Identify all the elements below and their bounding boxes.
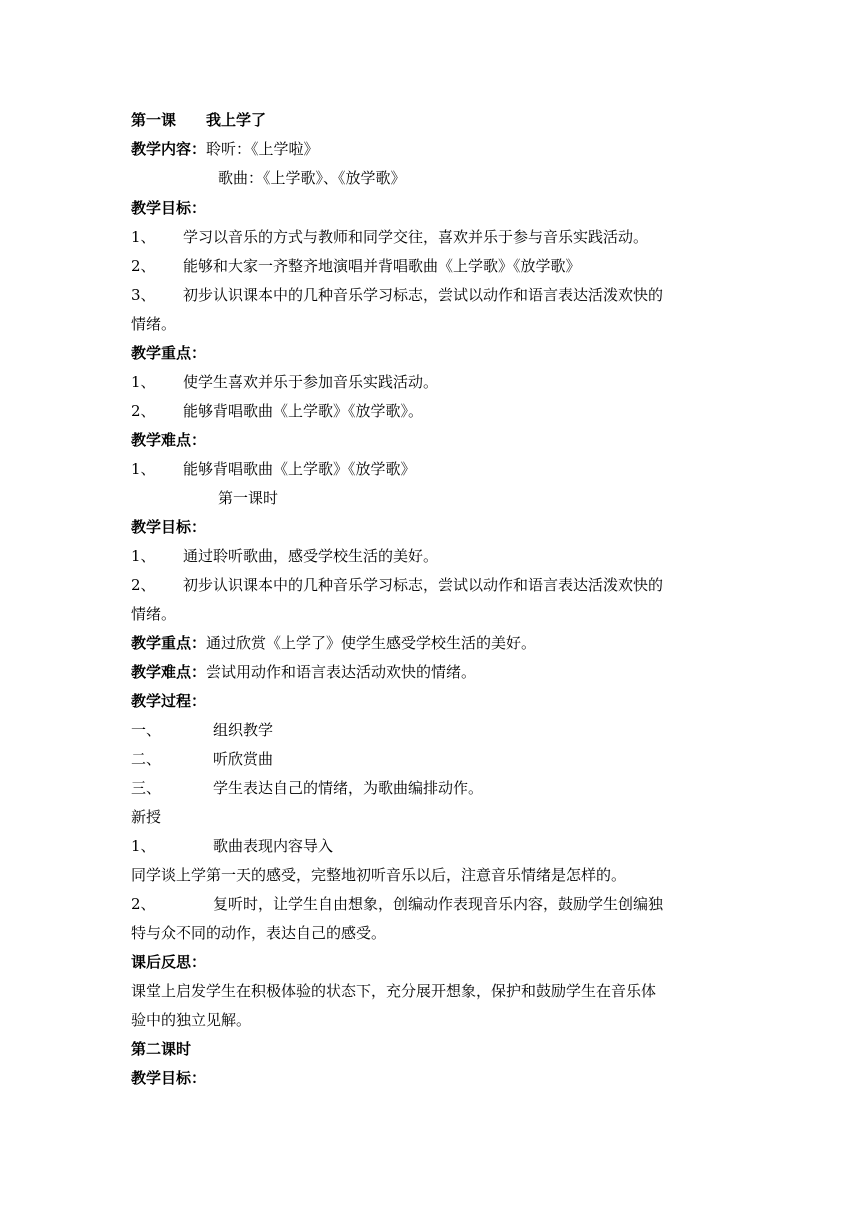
goal-num: 2、 — [131, 257, 156, 275]
lesson-number: 第一课 — [131, 111, 177, 129]
key-point-2 — [131, 401, 423, 421]
period1-diff-text: 尝试用动作和语言表达活动欢快的情绪。 — [206, 663, 477, 681]
new-lesson-label: 新授 — [131, 808, 162, 826]
period2-goals-label: 教学目标： — [131, 1069, 207, 1087]
goal-text: 初步认识课本中的几种音乐学习标志，尝试以动作和语言表达活泼欢快的 — [183, 286, 664, 304]
period2-title: 第二课时 — [131, 1040, 192, 1058]
period1-key-text: 通过欣赏《上学了》使学生感受学校生活的美好。 — [206, 634, 537, 652]
step-text: 歌曲表现内容导入 — [213, 837, 334, 855]
goal-num: 2、 — [131, 576, 156, 594]
period1-goal-2 — [131, 575, 663, 595]
goal-item-3 — [131, 285, 663, 305]
process-item-2 — [131, 749, 273, 769]
reflection-label: 课后反思： — [131, 953, 207, 971]
goal-item-1 — [131, 227, 648, 247]
step-2-cont: 特与众不同的动作，表达自己的感受。 — [131, 924, 387, 942]
difficulty-1 — [131, 459, 416, 479]
goal-text: 学习以音乐的方式与教师和同学交往，喜欢并乐于参与音乐实践活动。 — [183, 228, 649, 246]
content-label: 教学内容： — [131, 140, 207, 158]
reflection-line-2: 验中的独立见解。 — [131, 1011, 252, 1029]
period1-goals-label: 教学目标： — [131, 518, 207, 536]
step-text: 复听时，让学生自由想象，创编动作表现音乐内容，鼓励学生创编独 — [213, 895, 664, 913]
step-2 — [131, 894, 663, 914]
content-songs: 歌曲：《上学歌》、《放学歌》 — [218, 169, 406, 187]
goal-num: 1、 — [131, 547, 156, 565]
diff-text: 能够背唱歌曲《上学歌》《放学歌》 — [183, 460, 416, 478]
step-num: 2、 — [131, 895, 156, 913]
diff-num: 1、 — [131, 460, 156, 478]
goal-text: 初步认识课本中的几种音乐学习标志，尝试以动作和语言表达活泼欢快的 — [183, 576, 664, 594]
goal-item-3-cont: 情绪。 — [131, 315, 177, 333]
process-text: 学生表达自己的情绪，为歌曲编排动作。 — [213, 779, 484, 797]
period1-title: 第一课时 — [218, 489, 279, 507]
process-text: 组织教学 — [213, 721, 274, 739]
period1-key — [131, 633, 536, 653]
content-row — [131, 139, 319, 159]
process-item-1 — [131, 720, 273, 740]
step-num: 1、 — [131, 837, 156, 855]
content-listen: 聆听：《上学啦》 — [206, 140, 319, 158]
goal-num: 3、 — [131, 286, 156, 304]
key-points-label: 教学重点： — [131, 344, 207, 362]
period1-key-label: 教学重点： — [131, 634, 207, 652]
process-item-3 — [131, 778, 483, 798]
goal-num: 1、 — [131, 228, 156, 246]
process-num: 二、 — [131, 750, 162, 768]
period1-diff-label: 教学难点： — [131, 663, 207, 681]
difficulties-label: 教学难点： — [131, 431, 207, 449]
reflection-line-1: 课堂上启发学生在积极体验的状态下，充分展开想象，保护和鼓励学生在音乐体 — [131, 982, 657, 1000]
key-text: 能够背唱歌曲《上学歌》《放学歌》。 — [183, 402, 424, 420]
goal-item-2 — [131, 256, 581, 276]
key-num: 2、 — [131, 402, 156, 420]
step-note: 同学谈上学第一天的感受，完整地初听音乐以后，注意音乐情绪是怎样的。 — [131, 866, 627, 884]
goals-label: 教学目标： — [131, 199, 207, 217]
process-label: 教学过程： — [131, 692, 207, 710]
process-num: 一、 — [131, 721, 162, 739]
process-num: 三、 — [131, 779, 162, 797]
step-1 — [131, 836, 333, 856]
period1-goal-1 — [131, 546, 438, 566]
period1-goal-2-cont: 情绪。 — [131, 605, 177, 623]
key-num: 1、 — [131, 373, 156, 391]
period1-difficulty — [131, 662, 476, 682]
process-text: 听欣赏曲 — [213, 750, 274, 768]
key-text: 使学生喜欢并乐于参加音乐实践活动。 — [183, 373, 439, 391]
lesson-name: 我上学了 — [206, 111, 267, 129]
goal-text: 能够和大家一齐整齐地演唱并背唱歌曲《上学歌》《放学歌》 — [183, 257, 581, 275]
key-point-1 — [131, 372, 438, 392]
goal-text: 通过聆听歌曲，感受学校生活的美好。 — [183, 547, 439, 565]
lesson-title — [131, 110, 266, 130]
